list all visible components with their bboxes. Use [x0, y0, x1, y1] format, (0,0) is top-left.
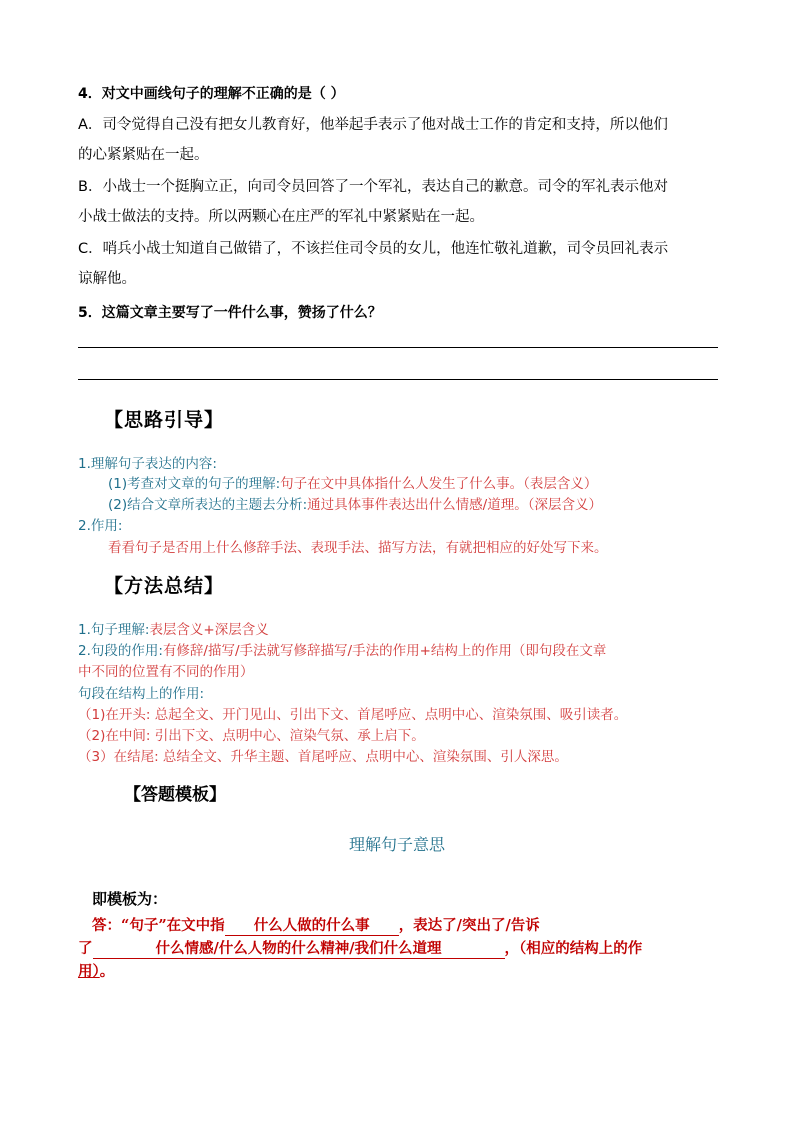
method-item-1	[78, 618, 269, 638]
option-c-line2: 谅解他。	[78, 271, 136, 287]
structure-role-heading: 句段在结构上的作用:	[78, 686, 205, 702]
section-title-method: 【方法总结】	[104, 575, 225, 597]
question-5-stem: 5．这篇文章主要写了一件什么事，赞扬了什么？	[78, 305, 382, 321]
template-line-1-suffix: ，表达了/突出了/告诉	[398, 917, 540, 934]
guide-item-1-label: (1)考查对文章的句子的理解:	[108, 476, 281, 492]
guide-heading-2-text: 看看句子是否用上什么修辞手法、表现手法、描写方法，有就把相应的好处写下来。	[108, 540, 608, 556]
template-line-3	[78, 960, 114, 981]
method-item-2-label: 2.句段的作用:	[78, 643, 163, 659]
answer-line-2	[78, 379, 718, 380]
section-title-answer: 【答题模板】	[124, 785, 226, 805]
option-a-line1: A．司令觉得自己没有把女儿教育好，他举起手表示了他对战士工作的肯定和支持，所以他们	[78, 117, 668, 133]
template-line-2-suffix: ，（相应的结构上的作	[504, 940, 643, 957]
option-b-line1: B．小战士一个挺胸立正，向司令员回答了一个军礼，表达自己的歉意。司令的军礼表示他对	[78, 179, 668, 195]
guide-item-1	[108, 472, 597, 492]
guide-heading-2: 2.作用:	[78, 518, 123, 534]
method-item-1-label: 1.句子理解:	[78, 622, 150, 638]
answer-line-1	[78, 347, 718, 348]
method-item-2-text: 有修辞/描写/手法就写修辞描写/手法的作用+结构上的作用（即句段在文章	[162, 643, 607, 659]
guide-item-1-text: 句子在文中具体指什么人发生了什么事。（表层含义）	[280, 476, 598, 492]
method-item-2-continued: 中不同的位置有不同的作用）	[78, 664, 254, 680]
guide-item-2-text: 通过具体事件表达出什么情感/道理。（深层含义）	[307, 497, 602, 513]
method-item-2	[78, 639, 606, 659]
method-item-1-text: 表层含义+深层含义	[149, 622, 269, 638]
template-line-2	[78, 937, 642, 959]
template-intro: 即模板为：	[92, 890, 168, 908]
option-b-line2: 小战士做法的支持。所以两颗心在庄严的军礼中紧紧贴在一起。	[78, 209, 484, 225]
template-blank-what-meaning: 什么情感/什么人物的什么精神/我们什么道理	[93, 937, 505, 959]
template-line-1-prefix: 答：“句子”在文中指	[92, 917, 225, 934]
guide-heading-1: 1.理解句子表达的内容:	[78, 456, 217, 472]
template-blank-what-event: 什么人做的什么事	[225, 914, 399, 936]
template-center-title: 理解句子意思	[348, 835, 445, 854]
template-line-3-underlined: 用）	[78, 963, 100, 980]
structure-role-middle: （2)在中间: 引出下文、点明中心、渲染气氛、承上启下。	[78, 728, 425, 744]
option-c-line1: C．哨兵小战士知道自己做错了，不该拦住司令员的女儿，他连忙敬礼道歉，司令员回礼表示	[78, 241, 669, 257]
option-a-line2: 的心紧紧贴在一起。	[78, 147, 209, 163]
guide-item-2-label: (2)结合文章所表达的主题去分析:	[108, 497, 308, 513]
structure-role-end: （3）在结尾: 总结全文、升华主题、首尾呼应、点明中心、渲染氛围、引人深思。	[78, 749, 568, 765]
section-title-guide: 【思路引导】	[104, 409, 225, 431]
structure-role-beginning: （1)在开头: 总起全文、开门见山、引出下文、首尾呼应、点明中心、渲染氛围、吸引读者。	[78, 707, 628, 723]
template-line-1	[92, 914, 540, 936]
question-4-stem: 4．对文中画线句子的理解不正确的是（ ）	[78, 86, 345, 102]
template-line-3-end: 。	[99, 963, 115, 980]
template-line-2-prefix: 了	[78, 940, 93, 957]
guide-item-2	[108, 493, 602, 513]
